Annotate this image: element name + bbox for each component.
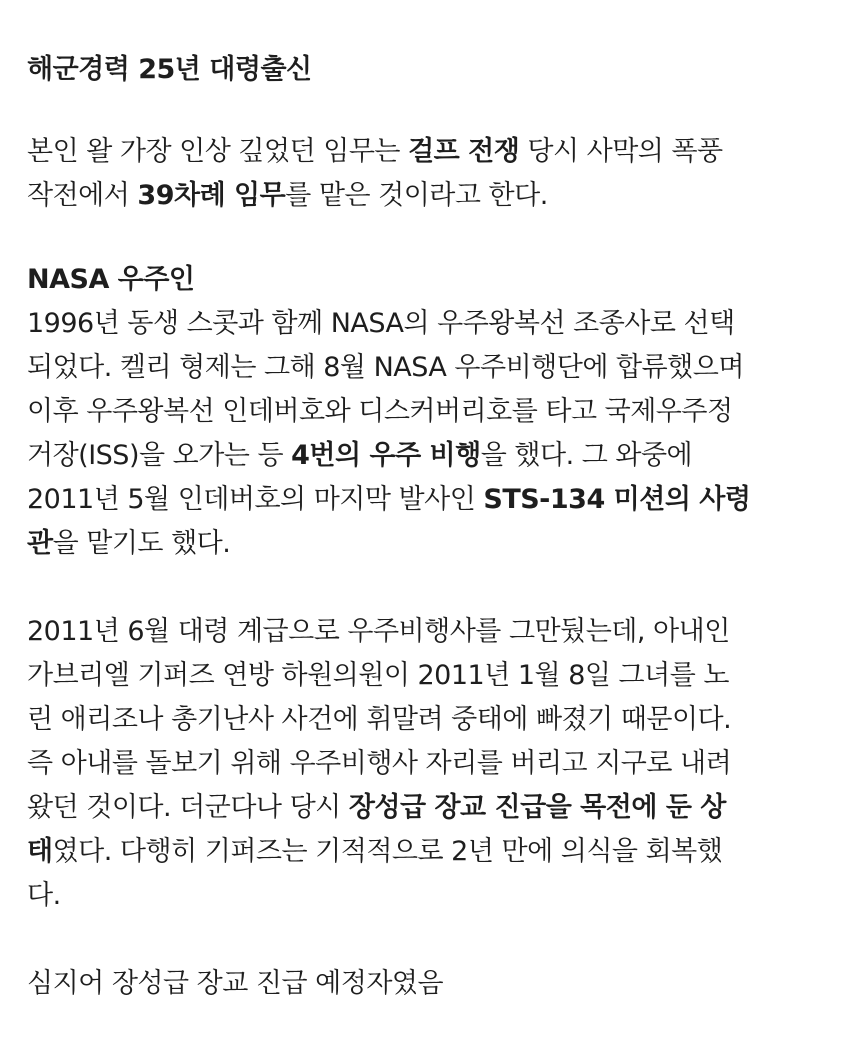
bold-text-four-spaceflights: 4번의 우주 비행 [291,440,481,471]
section-heading-nasa-astronaut: NASA 우주인 [27,264,195,295]
text-segment: 당시 사막의 폭풍 작전에서 [27,136,723,211]
paragraph-final-remark: 심지어 장성급 장교 진급 예정자였음 [27,968,444,999]
text-segment: 본인 왈 가장 인상 깊었던 임무는 [27,136,409,167]
bold-text-gulf-war: 걸프 전쟁 [408,136,520,167]
paragraph-nasa-career [27,302,826,566]
bold-text-39-missions: 39차례 임무 [137,180,286,211]
paragraph-spacer [27,918,826,962]
text-segment: 2011년 6월 대령 계급으로 우주비행사를 그만뒀는데, 아내인 가브리엘 기퍼즈 연방 하원의원이 2011년 1월 8일 그녀를 노 린 애리조나 총기난사 사건에 휘말려 중태에 빠졌기 때문이다. 즉 아내를 돌보기 위해 우주비행사 자리를 버리고 지구로 내려 왔던 것이다. 더군다나 당시 [27,616,732,823]
text-segment: 였다. 다행히 기퍼즈는 기적적으로 2년 만에 의식을 회복했 다. [27,836,723,911]
paragraph-navy-missions [27,130,826,218]
paragraph-retirement [27,610,826,918]
text-segment: 를 맡은 것이라고 한다. [285,180,548,211]
text-segment: 1996년 동생 스콧과 함께 NASA의 우주왕복선 조종사로 선택 되었다. 켈리 형제는 그해 8월 NASA 우주비행단에 합류했으며 이후 우주왕복선 인데버호와 디스커버리호를 타고 국제우주정 거장(ISS)을 오가는 등 [27,308,744,471]
section-heading-navy-career: 해군경력 25년 대령출신 [27,54,312,85]
text-segment: 을 맡기도 했다. [52,528,231,559]
text-segment: 을 했다. 그 와중에 2011년 5월 인데버호의 마지막 발사인 [27,440,693,515]
bold-text-general-promotion: 장성급 장교 진급을 목전에 둔 상 태 [27,792,726,867]
bold-text-sts134-commander: STS-134 미션의 사령 관 [27,484,751,559]
paragraph-spacer [27,566,826,610]
